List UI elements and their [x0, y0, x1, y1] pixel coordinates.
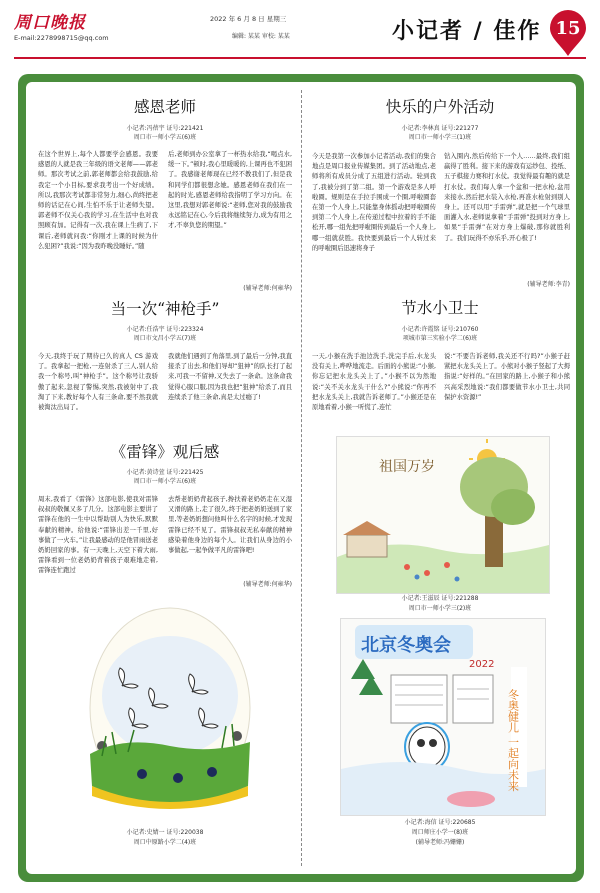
- article-title: 当一次“神枪手”: [110, 300, 220, 318]
- article-school: 项城市第三实验小学二(6)班: [402, 335, 478, 342]
- article-title: 感恩老师: [133, 98, 196, 116]
- article-body-column: 后,老师到办公室拿了一杯热水给我,“喝点水,缓一下。”顿时,我心里暖暖的,上课再也不犯困了。我感谢老师现在已经不教我们了,但是我和同学们都很想念她。感恩老师在我们在一起的时光,感恩老师给我指明了学习方向。在这里,我想对郭老师说:“老师,您对我的鼓励我永远铭记在心,今后我将继续努力,成为有用之才,不辜负您的期望。”: [168, 151, 292, 230]
- article-body-column: 钻入圈内,然后传给下一个人……最终,我们组赢得了胜利。接下来的游戏有运纱包、投纸、五子棋接力赛和打水仗。我觉得最有趣的就是打水仗。我们每人拿一个盆和一把水枪,盆用来接水,然后把水装入水枪,再准水枪射到别人身上。还可以用“手雷弹”,就是把一个气球里面灌入水,老师说拿着“手雷弹”投到对方身上,如果“手雷弹”在对方身上爆破,那你就胜利了。我们玩得不亦乐乎,开心极了!: [444, 153, 570, 242]
- article-school: 周口市一师小学五(6)班: [133, 134, 197, 141]
- child-drawing-winter-olympics: [340, 618, 546, 816]
- article-reporter: 小记者:冯蓓宇 证号:221421: [126, 125, 204, 132]
- tutor-credit: (辅导老师:何雍华): [243, 285, 292, 292]
- artwork-school: 周口市一师小学三(2)班: [408, 605, 472, 612]
- artwork-reporter: 小记者:王滋辰 证号:221288: [401, 595, 479, 602]
- article-body-column: 说:“不要告诉老师,我关还不行吗?”小猴子赶紧把水龙头关上了。小熊对小猴子竖起了大拇指说:“好样的。”在回家的路上,小猴子和小熊兴高采烈地说:“我们都要做节水小卫士,共同保护水资源!”: [444, 353, 570, 401]
- article-school: 周口市文昌小学五(7)班: [133, 335, 197, 342]
- article-title: 《雷锋》观后感: [110, 443, 220, 461]
- poster-year: 2022: [469, 659, 495, 670]
- column-divider: [301, 90, 302, 866]
- drawing-slogan: 祖国万岁: [379, 459, 435, 475]
- artwork-reporter: 小记者:史婧一 证号:220038: [126, 829, 204, 836]
- issue-date: 2022 年 6 月 8 日 星期三: [210, 15, 287, 23]
- article-body-column: 周末,我看了《雷锋》这部电影,使我对雷锋叔叔的敬佩又多了几分。这部电影主要讲了雷锋在他的一生中以帮助别人为快乐,默默奉献的精神。给他说:“雷锋出差一千里,好事做了一火车。”让我最感动的是他冒雨送老奶奶回家的事。有一天晚上,天空下着大雨,雷锋看到一位老奶奶背着孩子艰难地走着,雷锋连忙跑过: [38, 496, 158, 575]
- article-title: 快乐的户外活动: [385, 98, 495, 116]
- poster-title: 北京冬奥会: [361, 635, 451, 656]
- article-reporter: 小记者:许霞铭 证号:210760: [401, 326, 479, 333]
- article-reporter: 小记者:任浩宇 证号:223324: [126, 326, 204, 333]
- newspaper-masthead: 周口晚报: [14, 13, 86, 33]
- article-reporter: 小记者:李林真 证号:221277: [401, 125, 479, 132]
- article-reporter: 小记者:黄诗萱 证号:221425: [126, 469, 204, 476]
- child-drawing-swans: [82, 596, 257, 816]
- section-title: 小记者 / 佳作: [392, 18, 542, 44]
- artwork-school: 周口师庄小学一(8)班: [411, 829, 469, 836]
- article-school: 周口市一师小学五(6)班: [133, 478, 197, 485]
- article-body-column: 在这个世界上,每个人都要学会感恩。我要感恩的人就是我三年级的语文老师——郭老师。那次考试之前,郭老师都会给我鼓励,给我定一个小目标,要求我考出一个好成绩。所以,我那次考试都非常努力,细心,尚终把老师的话记在心间,生怕不乐于让老师失望。郭老师不仅关心我的学习,在生活中也对我照顾有加。记得有一次,我在课上生病了,下课后,老师就问我:“你刚才上课的时候为什么犯困?”我说:“因为我昨晚没睡好。”随: [38, 151, 158, 250]
- tutor-credit: (辅导老师:李青): [527, 281, 570, 288]
- artwork-reporter: 小记者:海信 证号:220685: [404, 819, 476, 826]
- article-body-column: 今天是我第一次参加小记者活动,我们的集合地点是周口报业传媒集团。到了活动地点,老师将所有成员分成了五组进行活动。轮到我了,我被分到了第二组。第一个游戏是多人呼啦圈。规则是在手拉手围成一个圈,呼啦圈套在第一个人身上,只能靠身体摇动把呼啦圈传到第二个人身上,在传递过程中拉着的手不能松开,哪一组先把呼啦圈传到最后一个人身上,哪一组就获胜。我快要到最后一个人转过来的呼啦圈后迅速将身子: [312, 153, 436, 252]
- contact-email: E-mail:2278998715@qq.com: [14, 34, 109, 42]
- editor-credits: 编辑: 某某 审校: 某某: [232, 33, 290, 40]
- article-body-column: 我就他们遇到了角落里,到了最后一分钟,我直接杀了出去,和他们导却“狙神”的队长打了起来,可我一不留神,又失去了一条命。这条命我觉得心服口服,因为我也把“狙神”给杀了,而且连续杀了他三条命,真是太过瘾了!: [168, 353, 292, 401]
- article-title: 节水小卫士: [401, 299, 479, 317]
- article-school: 周口市一师小学三(1)班: [408, 134, 472, 141]
- article-body-column: 一天,小猴在洗手池边洗手,洗完手后,水龙头没有关上,哗哗地流走。后面的小熊说:“小猴,你忘记把水龙头关上了。”小猴不以为然地说:“关不关水龙头干什么?”小熊说:“你再不把水龙头关上,我就告诉老师了。”小猴还是在原地看着,小猴一听慌了,连忙: [312, 353, 436, 412]
- page-number: 15: [555, 18, 581, 39]
- tutor-credit: (辅导老师:何雍华): [243, 581, 292, 588]
- article-body-column: 去帮老奶奶背起孩子,搀扶着老奶奶走在又湿又滑的路上,走了很久,终于把老奶奶送到了家里,等老奶奶想问他叫什么名字的时候,才发现雷锋已经不见了。雷锋叔叔无私奉献的精神感染着他身边的每个人。让我们从身边的小事做起,一起争做平凡的雷锋吧!: [168, 496, 292, 555]
- child-drawing-landscape: [336, 436, 550, 594]
- artwork-school: 周口中原路小学二(4)班: [133, 839, 197, 846]
- header-rule: [14, 57, 586, 59]
- poster-side-slogan: 冬奥健儿 一起向未来: [506, 689, 520, 792]
- article-body-column: 今天,我终于玩了期待已久的真人 CS 游戏了。我拿起一把枪,一连射杀了三人,别人给我一个称号,叫“神枪手”。这个称号让我骄傲了起来,忽视了警惕,突然,我被射中了,我淘了下来,教好每个人有三条命,要不然我就被淘汰出局了。: [38, 353, 158, 412]
- tutor-credit: (辅导老师:冯姗姗): [415, 839, 465, 846]
- page-number-badge: [548, 10, 588, 58]
